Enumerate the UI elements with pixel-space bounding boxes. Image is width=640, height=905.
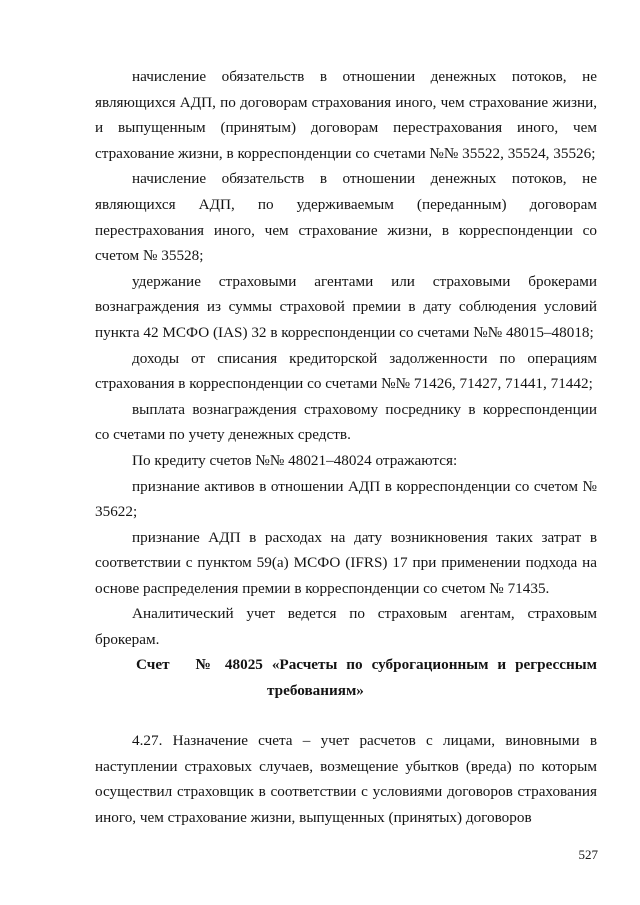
heading-title-line1: № 48025 «Расчеты по суброгационным и регрессным bbox=[195, 656, 597, 673]
paragraph-adp-expenses: признание АДП в расходах на дату возникновения таких затрат в соответствии с пунктом 59(а) МСФО (IFRS) 17 при применении подхода на основе распределения премии в корреспонденции со счетом № 71435. bbox=[95, 528, 597, 597]
body-text bbox=[95, 64, 597, 653]
heading-label: Счет bbox=[136, 656, 170, 673]
paragraph-section-4-27: 4.27. Назначение счета – учет расчетов с лицами, виновными в наступлении страховых случаев, возмещение убытков (вреда) по которым осуществил страховщик в соответствии с условиями договоров страхования иного, чем страхование жизни, выпущенных (принятых) договоров bbox=[95, 732, 597, 826]
page-number: 527 bbox=[578, 847, 598, 862]
heading-title-line2: требованиям» bbox=[267, 682, 364, 699]
paragraph-credit-accounts: По кредиту счетов №№ 48021–48024 отражаются: bbox=[132, 451, 458, 469]
paragraph-intermediary-fee: выплата вознаграждения страховому посреднику в корреспонденции со счетами по учету денежных средств. bbox=[95, 400, 597, 444]
paragraph-agent-commission: удержание страховыми агентами или страховыми брокерами вознаграждения из суммы страховой премии в дату соблюдения условий пункта 42 МСФО (IAS) 32 в корреспонденции со счетами №№ 48015–48018; bbox=[95, 272, 597, 341]
paragraph-liabilities-insurance: начисление обязательств в отношении денежных потоков, не являющихся АДП, по договорам страхования иного, чем страхование жизни, и выпущенным (принятым) договорам перестрахования иного, чем страхование жизни, в корреспонденции со счетами №№ 35522, 35524, 35526; bbox=[95, 68, 597, 162]
paragraph-adp-assets: признание активов в отношении АДП в корреспонденции со счетом № 35622; bbox=[95, 477, 597, 521]
account-heading bbox=[95, 652, 597, 704]
section-text bbox=[95, 728, 597, 830]
paragraph-payables-writeoff: доходы от списания кредиторской задолженности по операциям страхования в корреспонденции со счетами №№ 71426, 71427, 71441, 71442; bbox=[95, 349, 597, 393]
paragraph-analytics: Аналитический учет ведется по страховым агентам, страховым брокерам. bbox=[95, 605, 597, 649]
paragraph-liabilities-reinsurance: начисление обязательств в отношении денежных потоков, не являющихся АДП, по удерживаемым (переданным) договорам перестрахования иного, чем страхование жизни, в корреспонденции со счетом № 35528; bbox=[95, 170, 597, 265]
